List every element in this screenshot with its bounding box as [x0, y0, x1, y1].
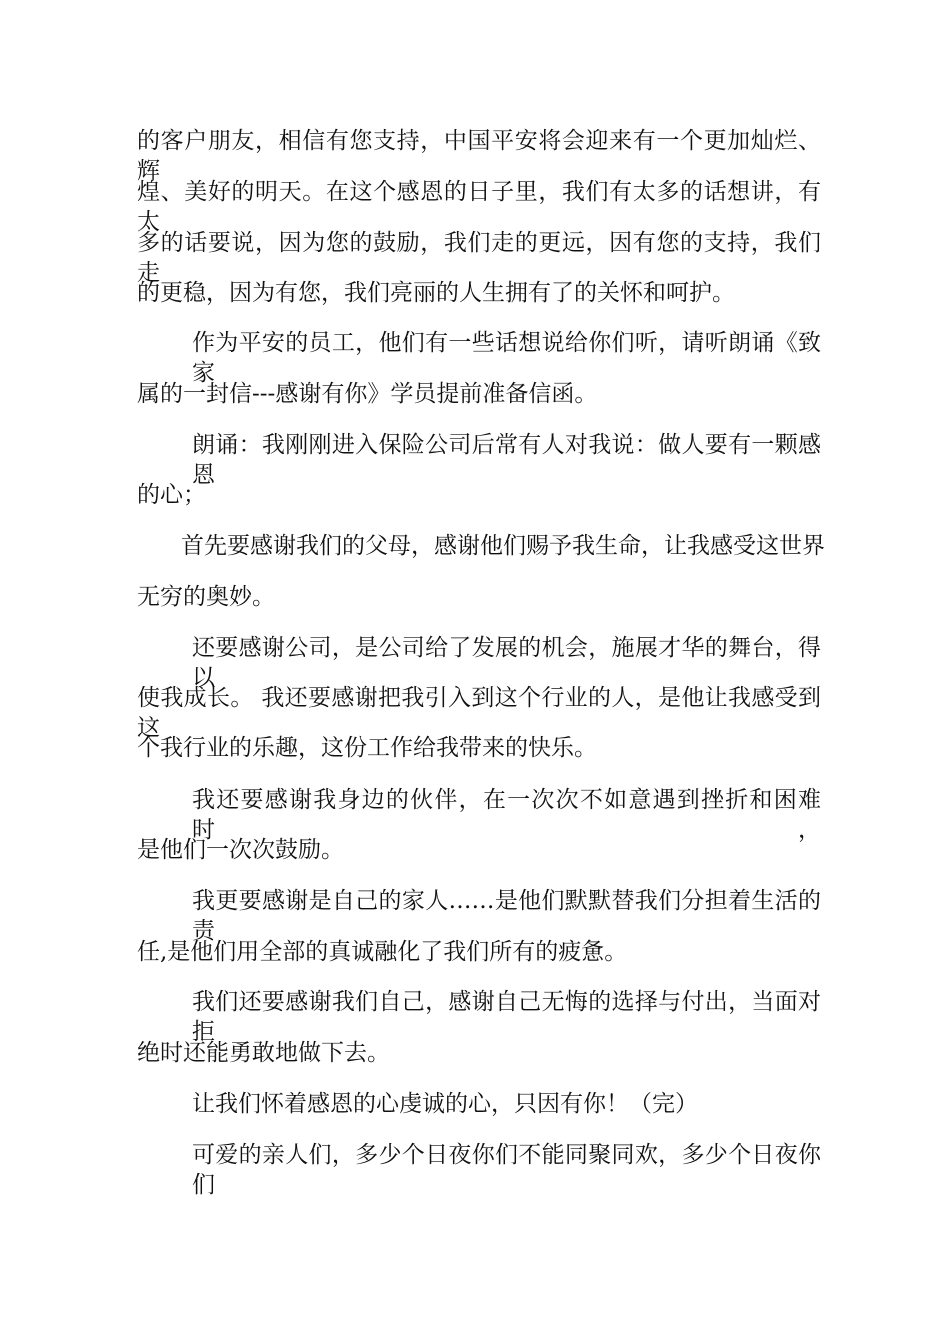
paragraph-first-line: 首先要感谢我们的父母，感谢他们赐予我生命，让我感受这世界	[181, 533, 825, 559]
text-line: 属的一封信---感谢有你》学员提前准备信函。	[137, 381, 598, 407]
text-line: 的心；	[137, 482, 206, 508]
paragraph-first-line: 可爱的亲人们，多少个日夜你们不能同聚同欢，多少个日夜你们	[192, 1142, 821, 1198]
paragraph-first-line: 让我们怀着感恩的心虔诚的心，只因有你！（完）	[192, 1091, 698, 1117]
text-line: 使我成长。 我还要感谢把我引入到这个行业的人，是他让我感受到这	[137, 685, 821, 741]
text-line: 无穷的奥妙。	[137, 584, 275, 610]
paragraph-first-line: 朗诵：我刚刚进入保险公司后常有人对我说：做人要有一颗感恩	[192, 432, 821, 488]
text-line: 绝时还能勇敢地做下去。	[137, 1040, 390, 1066]
text-line: 的客户朋友，相信有您支持，中国平安将会迎来有一个更加灿烂、辉	[137, 128, 821, 184]
paragraph-first-line: 作为平安的员工，他们有一些话想说给你们听，请听朗诵《致家	[192, 330, 821, 386]
text-line: 多的话要说，因为您的鼓励，我们走的更远，因有您的支持，我们走	[137, 230, 821, 286]
text-line: 是他们一次次鼓励。	[137, 837, 344, 863]
text-line: 煌、美好的明天。在这个感恩的日子里，我们有太多的话想讲，有太	[137, 179, 821, 235]
text-line: 的更稳，因为有您，我们亮丽的人生拥有了的关怀和呵护。	[137, 280, 735, 306]
paragraph-first-line: 我们还要感谢我们自己，感谢自己无悔的选择与付出，当面对拒	[192, 989, 821, 1045]
text-line: 个我行业的乐趣，这份工作给我带来的快乐。	[137, 735, 597, 761]
paragraph-first-line: 我更要感谢是自己的家人……是他们默默替我们分担着生活的责	[192, 888, 821, 944]
paragraph-first-line: 我还要感谢我身边的伙伴，在一次次不如意遇到挫折和困难时，	[192, 787, 821, 843]
text-line: 任,是他们用全部的真诚融化了我们所有的疲惫。	[137, 939, 628, 965]
paragraph-first-line: 还要感谢公司，是公司给了发展的机会，施展才华的舞台，得以	[192, 635, 821, 691]
